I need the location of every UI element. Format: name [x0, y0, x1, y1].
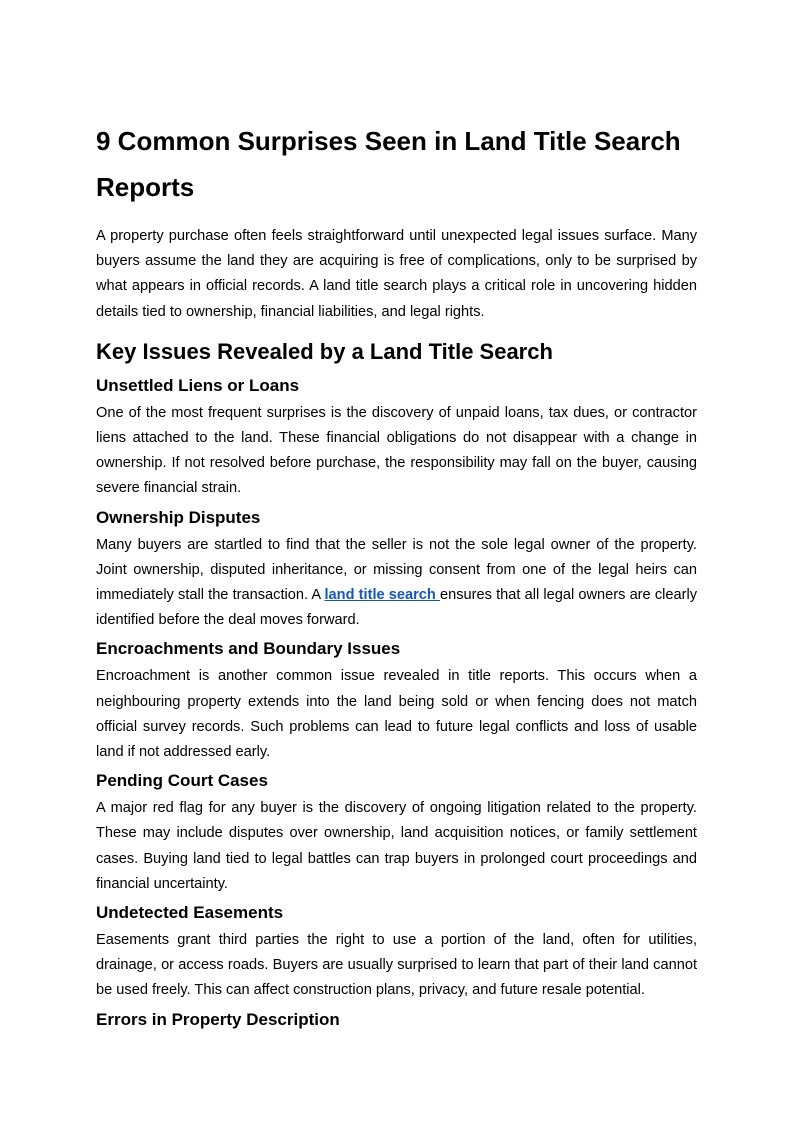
- paragraph-unsettled-liens: One of the most frequent surprises is the discovery of unpaid loans, tax dues, or contractor liens attached to the land. These financial obligations do not disappear with a change in ownership. If not resolved before purchase, the responsibility may fall on the buyer, causing severe financial strain.: [96, 404, 697, 497]
- paragraph-pending-court-cases: A major red flag for any buyer is the discovery of ongoing litigation related to the property. These may include disputes over ownership, land acquisition notices, or family settlement cases. Buying land tied to legal battles can trap buyers in prolonged court proceedings and financial uncertainty.: [96, 800, 697, 892]
- land-title-search-link[interactable]: land title search: [324, 587, 440, 604]
- ownership-text-after: ensures that all legal owners are clearly identified before the deal moves forward.: [96, 587, 697, 629]
- subheading-pending-court-cases: Pending Court Cases: [96, 771, 268, 791]
- document-page: [96, 118, 697, 1031]
- subheading-unsettled-liens: Unsettled Liens or Loans: [96, 375, 300, 395]
- section-heading: Key Issues Revealed by a Land Title Search: [96, 338, 553, 364]
- subheading-encroachments: Encroachments and Boundary Issues: [96, 639, 401, 659]
- ownership-text-before: Many buyers are startled to find that the seller is not the sole legal owner of the property. Joint ownership, disputed inheritance, or missing consent from one of the legal heirs can immediately stall the transaction. A: [96, 536, 697, 604]
- subheading-undetected-easements: Undetected Easements: [96, 903, 284, 923]
- intro-paragraph: A property purchase often feels straightforward until unexpected legal issues surface. Many buyers assume the land they are acquiring is free of complications, only to be surprised by what appears in official records. A land title search plays a critical role in uncovering hidden details tied to ownership, financial liabilities, and legal rights.: [96, 228, 697, 320]
- subheading-ownership-disputes: Ownership Disputes: [96, 507, 261, 527]
- paragraph-encroachments: Encroachment is another common issue revealed in title reports. This occurs when a neighbouring property extends into the land being sold or when fencing does not match official survey records. Such problems can lead to future legal conflicts and loss of usable land if not addressed early.: [96, 668, 697, 761]
- subheading-errors-property-description: Errors in Property Description: [96, 1009, 340, 1029]
- paragraph-ownership-disputes: [96, 533, 697, 634]
- paragraph-undetected-easements: Easements grant third parties the right to use a portion of the land, often for utilities, drainage, or access roads. Buyers are usually surprised to learn that part of their land cannot be used freely. This can affect construction plans, privacy, and future resale potential.: [96, 932, 697, 999]
- page-title: 9 Common Surprises Seen in Land Title Search Reports: [96, 126, 681, 202]
